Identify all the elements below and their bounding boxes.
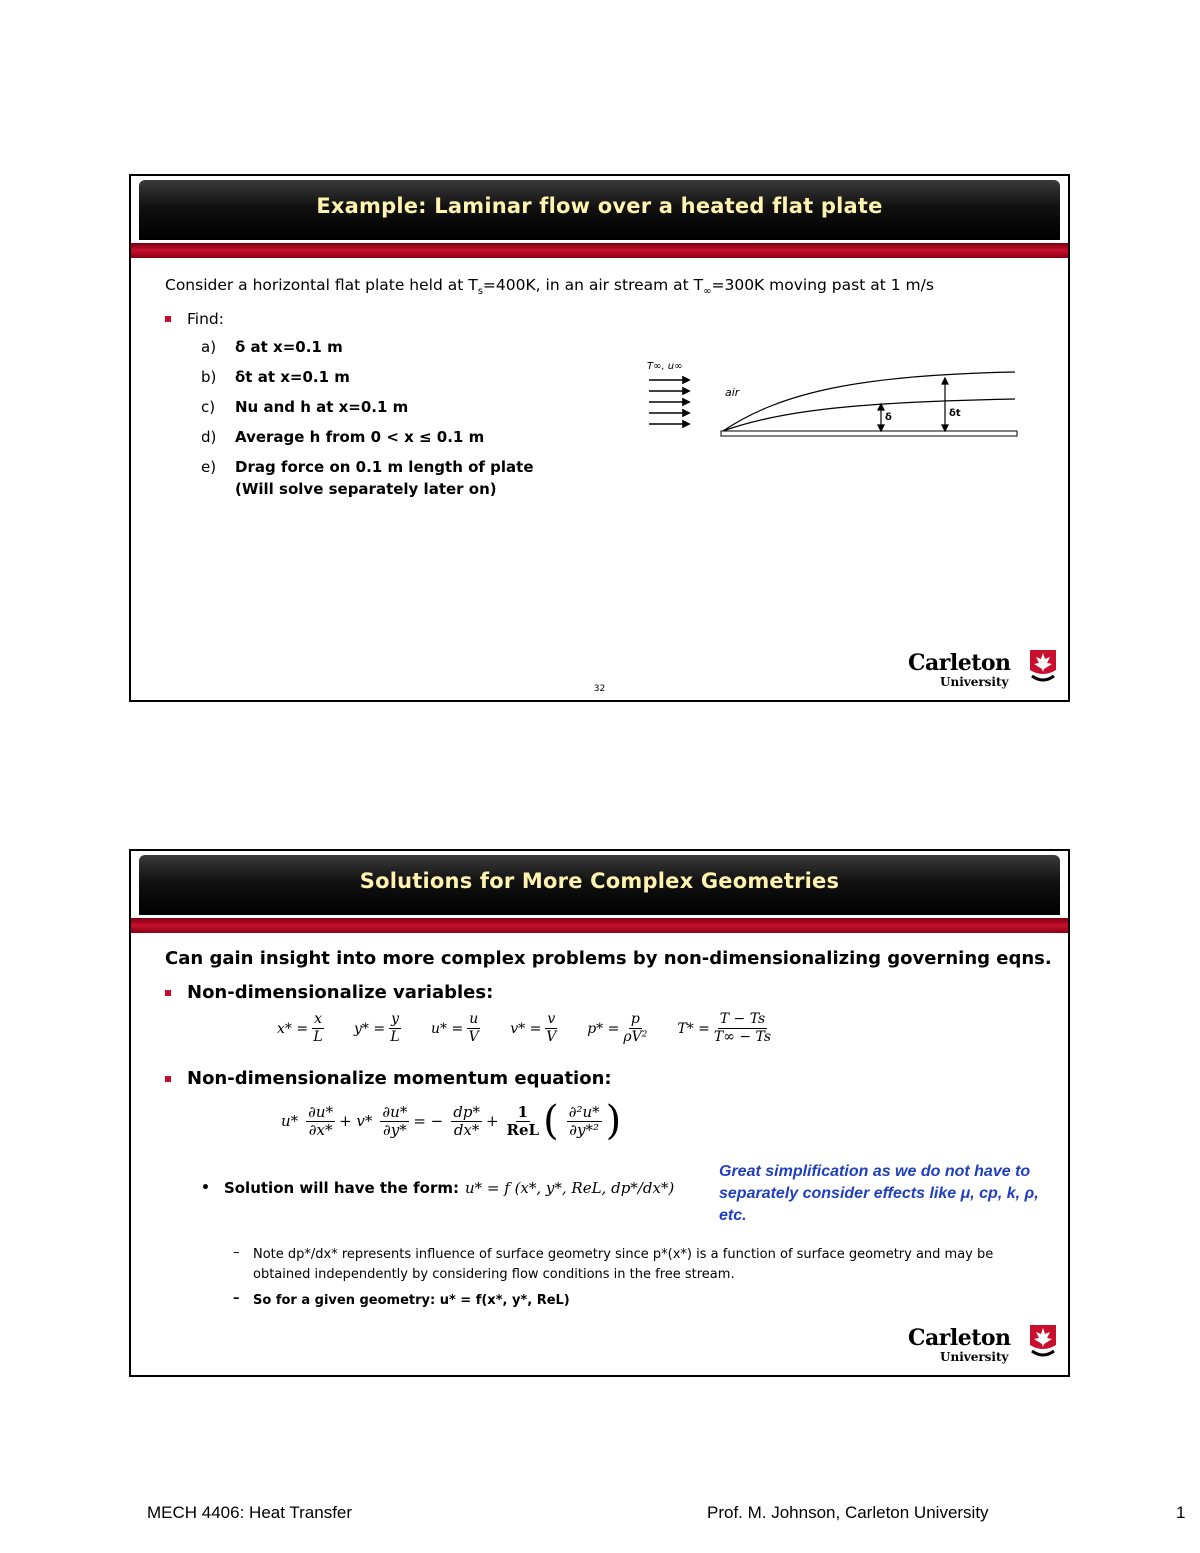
title-stripe bbox=[131, 243, 1068, 258]
list-item bbox=[201, 398, 534, 428]
item-letter: c) bbox=[201, 398, 216, 416]
note-text: So for a given geometry: u* = f(x*, y*, ReL) bbox=[253, 1293, 570, 1308]
slide-title: Example: Laminar flow over a heated flat plate bbox=[316, 194, 883, 218]
term: + bbox=[485, 1112, 499, 1130]
fraction bbox=[306, 1104, 335, 1139]
item-letter: a) bbox=[201, 338, 217, 356]
equation bbox=[510, 1011, 557, 1046]
denominator: V bbox=[468, 1029, 479, 1045]
title-bar bbox=[139, 855, 1060, 915]
denominator: L bbox=[390, 1029, 400, 1045]
slide-33 bbox=[129, 849, 1070, 1377]
title-bar bbox=[139, 180, 1060, 240]
fraction bbox=[389, 1011, 401, 1046]
denominator: dx* bbox=[453, 1120, 480, 1139]
denominator: ρV² bbox=[623, 1029, 648, 1045]
simplification-note: Great simplification as we do not have to separately consider effects like μ, cp, k, ρ, etc. bbox=[719, 1163, 1039, 1224]
numerator: v bbox=[547, 1011, 556, 1027]
dash-icon: – bbox=[233, 1291, 240, 1306]
fraction bbox=[714, 1011, 771, 1046]
fraction bbox=[567, 1104, 602, 1139]
eq-lhs: p* = bbox=[587, 1020, 620, 1037]
momentum-equation bbox=[281, 1098, 622, 1144]
denominator: ReL bbox=[506, 1120, 540, 1139]
fraction bbox=[545, 1011, 557, 1046]
subscript: ∞ bbox=[703, 286, 712, 298]
delta-dimension-icon bbox=[878, 404, 884, 431]
title-stripe bbox=[131, 918, 1068, 933]
numerator: ∂u* bbox=[382, 1102, 408, 1121]
equation bbox=[277, 1011, 324, 1046]
footer-author: Prof. M. Johnson, Carleton University bbox=[707, 1503, 989, 1522]
numerator: 1 bbox=[517, 1102, 529, 1121]
find-bullet bbox=[165, 310, 224, 328]
freestream-label: T∞, u∞ bbox=[647, 361, 683, 372]
fraction bbox=[467, 1011, 480, 1046]
delta-t-label: δt bbox=[949, 408, 961, 419]
subscript: s bbox=[477, 286, 483, 298]
denominator: V bbox=[546, 1029, 557, 1045]
statement-part: =400K, in an air stream at T bbox=[482, 276, 704, 294]
nondim-variables bbox=[277, 1011, 771, 1046]
bullet-square-icon bbox=[165, 1076, 171, 1082]
solution-label: Solution will have the form: bbox=[223, 1179, 459, 1197]
solution-math: u* = f (x*, y*, ReL, dp*/dx*) bbox=[464, 1179, 675, 1197]
denominator: ∂x* bbox=[308, 1120, 333, 1139]
bullet-dot-icon: • bbox=[201, 1180, 210, 1196]
eq-lhs: v* = bbox=[510, 1020, 542, 1037]
logo-sub: University bbox=[940, 675, 1009, 689]
problem-statement bbox=[165, 276, 934, 297]
fraction bbox=[451, 1104, 482, 1139]
right-paren-icon: ) bbox=[605, 1098, 622, 1144]
velocity-boundary-layer-curve bbox=[723, 399, 1015, 431]
numerator: ∂u* bbox=[308, 1102, 334, 1121]
left-paren-icon: ( bbox=[543, 1098, 559, 1144]
maple-leaf-shield-icon bbox=[1028, 648, 1058, 686]
numerator: T − Ts bbox=[719, 1011, 766, 1027]
maple-leaf-shield-icon bbox=[1028, 1323, 1058, 1361]
item-note: (Will solve separately later on) bbox=[235, 480, 497, 498]
fraction bbox=[380, 1104, 409, 1139]
slide-intro: Can gain insight into more complex problems by non-dimensionalizing governing eqns. bbox=[165, 948, 1052, 969]
equation bbox=[431, 1011, 480, 1046]
equation bbox=[354, 1011, 401, 1046]
fraction bbox=[623, 1011, 647, 1046]
numerator: ∂²u* bbox=[568, 1102, 600, 1121]
numerator: p bbox=[630, 1011, 640, 1027]
bullet-square-icon bbox=[165, 316, 171, 322]
list-item bbox=[201, 338, 534, 368]
denominator: ∂y* bbox=[383, 1120, 407, 1139]
denominator: L bbox=[313, 1029, 323, 1045]
equation bbox=[677, 1011, 771, 1046]
list-item bbox=[201, 428, 534, 458]
logo-name: Carleton bbox=[908, 650, 1011, 676]
bullet-square-icon bbox=[165, 990, 171, 996]
carleton-logo bbox=[908, 1323, 1058, 1367]
item-letter: b) bbox=[201, 368, 217, 386]
note-item bbox=[233, 1245, 1033, 1285]
bullet-momentum bbox=[165, 1068, 612, 1089]
numerator: x bbox=[314, 1011, 322, 1027]
logo-name: Carleton bbox=[908, 1325, 1011, 1351]
list-item bbox=[201, 368, 534, 398]
denominator: T∞ − Ts bbox=[713, 1029, 772, 1045]
dash-icon: – bbox=[233, 1245, 240, 1260]
term: u* bbox=[281, 1112, 299, 1130]
eq-lhs: T* = bbox=[677, 1020, 710, 1037]
eq-lhs: y* = bbox=[353, 1020, 386, 1037]
numerator: y bbox=[391, 1011, 399, 1027]
delta-t-dimension-icon bbox=[942, 378, 948, 431]
solution-form bbox=[201, 1179, 674, 1197]
item-letter: d) bbox=[201, 428, 217, 446]
find-label: Find: bbox=[187, 310, 224, 328]
eq-lhs: x* = bbox=[277, 1020, 309, 1037]
statement-part: =300K moving past at 1 m/s bbox=[711, 276, 934, 294]
eq-lhs: u* = bbox=[431, 1020, 464, 1037]
term: = − bbox=[413, 1112, 444, 1130]
thermal-boundary-layer-curve bbox=[723, 372, 1015, 431]
find-list bbox=[201, 338, 534, 498]
note-item bbox=[233, 1291, 1033, 1311]
item-text: δt at x=0.1 m bbox=[235, 368, 350, 386]
note-text: Note dp*/dx* represents influence of surface geometry since p*(x*) is a function of surface geometry and may be obtained independently by considering flow conditions in the free stream. bbox=[253, 1247, 994, 1282]
statement-part: Consider a horizontal flat plate held at T bbox=[165, 276, 478, 294]
numerator: dp* bbox=[453, 1102, 480, 1121]
item-text: Nu and h at x=0.1 m bbox=[235, 398, 409, 416]
bullet-variables bbox=[165, 982, 493, 1003]
item-text: δ at x=0.1 m bbox=[235, 338, 343, 356]
delta-label: δ bbox=[885, 412, 892, 423]
slide-title: Solutions for More Complex Geometries bbox=[359, 869, 840, 893]
item-text: Drag force on 0.1 m length of plate bbox=[235, 458, 534, 476]
air-label: air bbox=[725, 386, 740, 399]
footer-page-number: 1 bbox=[1176, 1503, 1186, 1522]
equation bbox=[587, 1011, 647, 1046]
logo-sub: University bbox=[940, 1350, 1009, 1364]
item-text: Average h from 0 < x ≤ 0.1 m bbox=[235, 428, 485, 446]
footer-course: MECH 4406: Heat Transfer bbox=[147, 1503, 353, 1522]
numerator: u bbox=[469, 1011, 479, 1027]
bullet-text: Non-dimensionalize variables: bbox=[187, 982, 494, 1003]
item-letter: e) bbox=[201, 458, 217, 476]
slide-number: 32 bbox=[593, 684, 606, 694]
bullet-text: Non-dimensionalize momentum equation: bbox=[187, 1068, 612, 1089]
term: + v* bbox=[339, 1112, 373, 1130]
slide-32 bbox=[129, 174, 1070, 702]
boundary-layer-diagram bbox=[631, 352, 1031, 442]
fraction bbox=[312, 1011, 324, 1046]
denominator: ∂y*² bbox=[569, 1120, 600, 1139]
flat-plate bbox=[721, 431, 1017, 436]
fraction bbox=[507, 1104, 540, 1139]
flow-arrows-icon bbox=[649, 377, 689, 427]
